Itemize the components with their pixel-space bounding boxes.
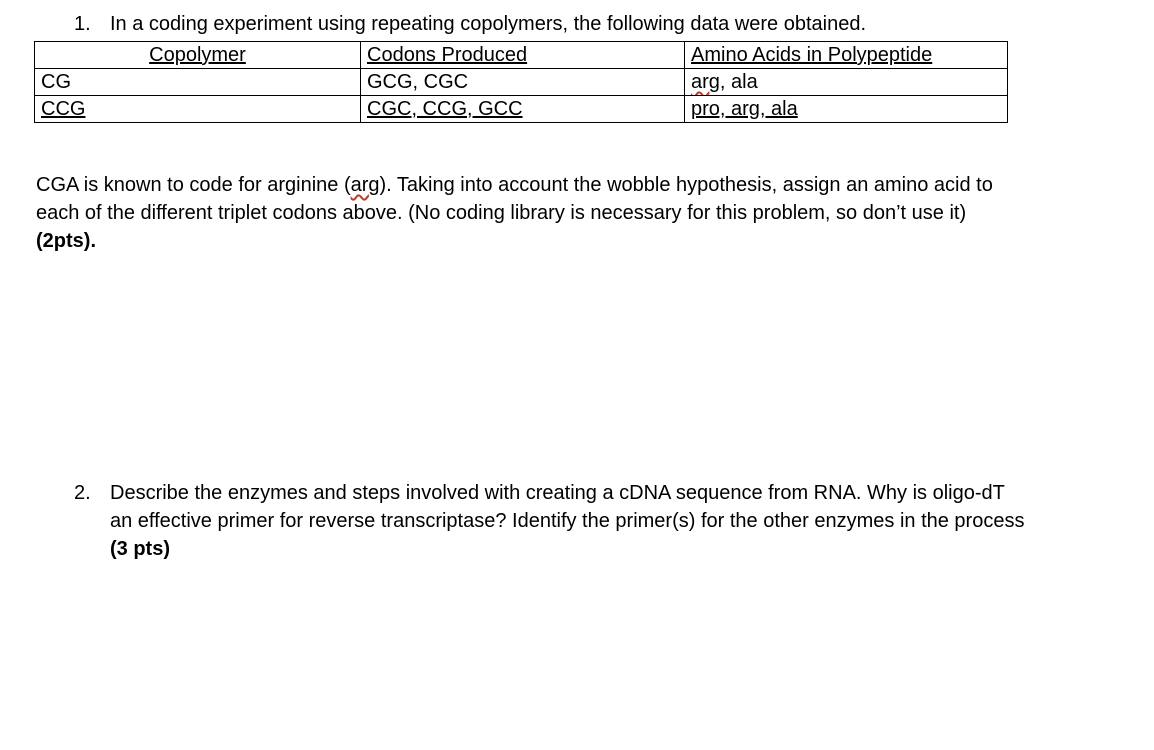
question-1-instructions xyxy=(36,171,1126,255)
question-1-points: (2pts). xyxy=(36,230,96,252)
cell-codons: GCG, CGC xyxy=(361,69,685,96)
amino-acids-text: pro, arg, ala xyxy=(691,98,798,120)
instructions-text: ). Taking into account the wobble hypothesis, assign an amino acid to xyxy=(379,174,993,196)
question-2 xyxy=(74,479,1144,563)
cell-amino-acids xyxy=(685,96,1008,123)
question-2-line-1: Describe the enzymes and steps involved with creating a cDNA sequence from RNA. Why is oligo-dT xyxy=(110,482,1005,504)
question-1 xyxy=(74,10,866,38)
question-2-points: (3 pts) xyxy=(110,538,170,560)
copolymer-table xyxy=(34,41,1008,123)
amino-acids-rest: , ala xyxy=(719,71,758,93)
cell-copolymer: CG xyxy=(35,69,361,96)
header-copolymer: Copolymer xyxy=(35,42,361,69)
spellcheck-word: arg xyxy=(350,174,380,196)
table-row xyxy=(35,69,1008,96)
cell-amino-acids xyxy=(685,69,1008,96)
question-1-number: 1. xyxy=(74,13,91,35)
instructions-text: CGA is known to code for arginine ( xyxy=(36,174,351,196)
header-codons-produced: Codons Produced xyxy=(361,42,685,69)
cell-codons: CGC, CCG, GCC xyxy=(361,96,685,123)
question-2-line-2: an effective primer for reverse transcriptase? Identify the primer(s) for the other enzymes in the process xyxy=(110,510,1025,532)
question-2-number: 2. xyxy=(74,482,91,504)
table-row xyxy=(35,96,1008,123)
header-amino-acids: Amino Acids in Polypeptide xyxy=(685,42,1008,69)
instructions-line-1 xyxy=(36,171,1126,199)
question-1-text: In a coding experiment using repeating copolymers, the following data were obtained. xyxy=(110,13,867,35)
instructions-line-2: each of the different triplet codons above. (No coding library is necessary for this problem, so don’t use it) xyxy=(36,202,967,224)
question-2-body xyxy=(110,479,1144,563)
spellcheck-word: arg xyxy=(691,71,720,93)
table-header-row xyxy=(35,42,1008,69)
cell-copolymer: CCG xyxy=(35,96,361,123)
